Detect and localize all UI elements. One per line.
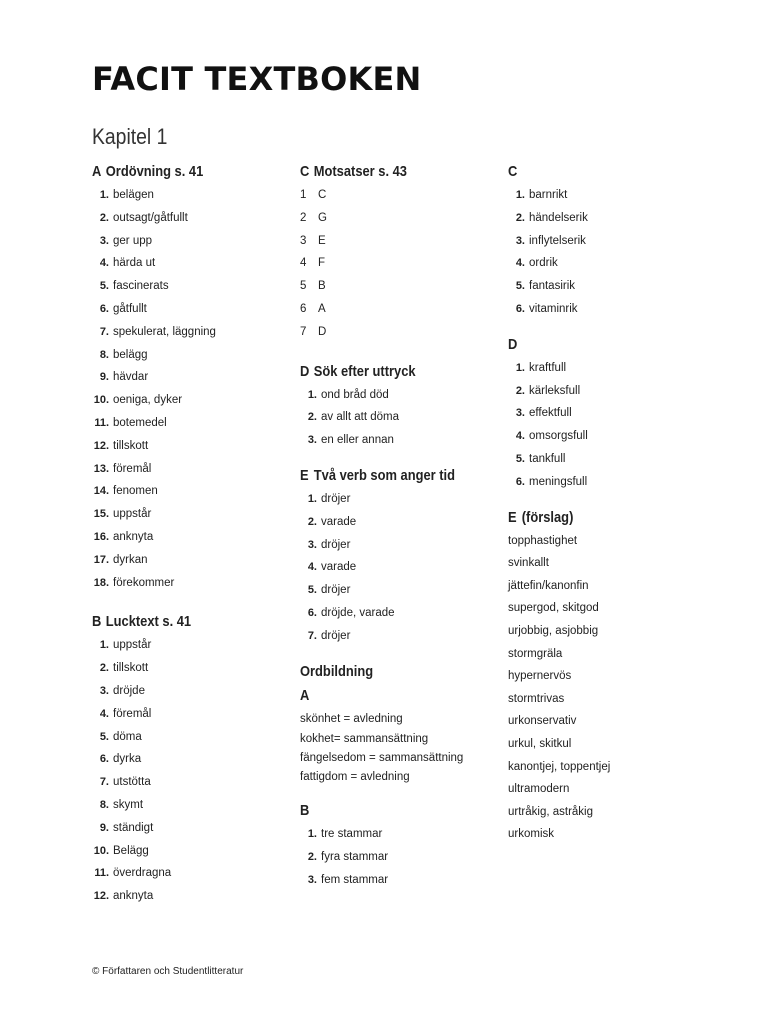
item-number: 2. — [307, 515, 317, 528]
answer-list — [300, 184, 500, 344]
list-item — [300, 823, 500, 846]
item-text: tillskott — [113, 662, 149, 675]
page-title: FACIT TEXTBOKEN — [92, 60, 422, 98]
section-heading: B Lucktext s. 41 — [92, 613, 192, 631]
section-ordbildning — [300, 660, 500, 892]
item-text: härda ut — [113, 257, 156, 270]
list-item — [508, 357, 708, 380]
section-heading: A Ordövning s. 41 — [92, 163, 204, 180]
list-item: urtråkig, astråkig — [508, 805, 594, 818]
item-number: 6. — [99, 302, 109, 315]
item-number: 7. — [99, 325, 109, 338]
item-text: fantasirik — [529, 280, 576, 293]
item-number: 10. — [93, 394, 109, 407]
list-item — [92, 703, 292, 726]
ordbildning-a-line: fattigdom = avledning — [300, 771, 410, 784]
list-item — [92, 252, 292, 275]
list-item — [92, 344, 292, 367]
list-item — [92, 657, 292, 680]
item-number: 3. — [99, 684, 109, 697]
item-number: 4. — [515, 257, 525, 270]
item-number: 13. — [93, 462, 109, 475]
item-text: dröjer — [321, 492, 351, 505]
list-item — [300, 869, 500, 892]
list-item — [92, 458, 292, 481]
list-item — [508, 184, 708, 207]
subsection-heading-b: B — [300, 802, 310, 820]
section-heading: Ordbildning — [300, 662, 374, 680]
section-d-full — [508, 333, 708, 494]
section-e-forslag — [508, 506, 708, 846]
list-item — [92, 526, 292, 549]
item-text: fyra stammar — [321, 850, 389, 863]
section-c-rik — [508, 160, 708, 321]
item-number: 1. — [515, 361, 525, 374]
item-text: E — [318, 234, 326, 247]
list-item — [92, 480, 292, 503]
list-item — [508, 380, 708, 403]
item-text: A — [318, 302, 326, 315]
item-text: dröjde, varade — [321, 606, 395, 619]
item-number: 3 — [300, 234, 307, 247]
item-text: kärleksfull — [529, 384, 581, 397]
item-text: fem stammar — [321, 873, 389, 886]
list-item — [92, 726, 292, 749]
item-text: F — [318, 257, 326, 270]
item-number: 2. — [307, 411, 317, 424]
list-item — [508, 448, 708, 471]
list-item — [92, 298, 292, 321]
list-item — [92, 794, 292, 817]
item-number: 3. — [307, 538, 317, 551]
item-text: omsorgsfull — [529, 430, 588, 443]
item-number: 8. — [99, 798, 109, 811]
list-item: hypernervös — [508, 670, 572, 683]
list-item — [92, 862, 292, 885]
list-item: topphastighet — [508, 534, 578, 547]
list-item — [92, 885, 292, 908]
list-item — [300, 321, 500, 344]
item-text: ordrik — [529, 257, 558, 270]
item-number: 2. — [515, 211, 525, 224]
item-number: 5. — [515, 280, 525, 293]
item-text: en eller annan — [321, 434, 394, 447]
item-text: fenomen — [113, 485, 158, 498]
item-text: uppstår — [113, 639, 152, 652]
item-number: 1. — [515, 189, 525, 201]
list-item — [92, 207, 292, 230]
item-text: varade — [321, 561, 357, 574]
item-text: anknyta — [113, 890, 154, 903]
answer-list — [508, 357, 708, 494]
item-text: D — [318, 325, 327, 338]
list-item — [92, 840, 292, 863]
list-item — [300, 488, 500, 511]
item-number: 4. — [307, 561, 317, 574]
list-item — [92, 230, 292, 253]
item-number: 2. — [99, 662, 109, 675]
item-text: dröjde — [113, 684, 145, 697]
list-item — [300, 384, 500, 407]
column-3 — [508, 160, 708, 846]
list-item — [300, 252, 500, 275]
list-item — [92, 412, 292, 435]
list-item — [300, 207, 500, 230]
item-text: C — [318, 189, 327, 201]
item-number: 3. — [515, 234, 525, 247]
answer-list — [92, 634, 292, 908]
section-heading: E (förslag) — [508, 508, 574, 526]
list-item: urkonservativ — [508, 715, 577, 728]
answer-list — [300, 384, 500, 452]
item-number: 1. — [99, 639, 109, 652]
list-item — [92, 549, 292, 572]
item-number: 1 — [300, 189, 307, 201]
item-number: 8. — [99, 348, 109, 361]
item-number: 3. — [307, 434, 317, 447]
list-item — [300, 406, 500, 429]
list-item — [92, 184, 292, 207]
list-item — [300, 625, 500, 648]
item-text: Belägg — [113, 844, 149, 857]
list-item — [300, 556, 500, 579]
section-heading: C — [508, 163, 518, 180]
list-item — [92, 572, 292, 595]
item-text: förekommer — [113, 576, 175, 589]
item-text: utstötta — [113, 776, 151, 789]
item-number: 4 — [300, 257, 307, 270]
item-text: varade — [321, 515, 357, 528]
item-number: 1. — [307, 492, 317, 505]
item-text: dyrkan — [113, 553, 148, 566]
item-number: 5. — [99, 730, 109, 743]
list-item — [300, 184, 500, 207]
answer-list — [300, 823, 500, 891]
list-item — [92, 817, 292, 840]
item-text: meningsfull — [529, 475, 588, 488]
section-d-uttryck — [300, 360, 500, 452]
list-item — [300, 534, 500, 557]
item-text: tillskott — [113, 439, 149, 452]
item-text: skymt — [113, 798, 144, 811]
item-number: 6. — [307, 606, 317, 619]
item-text: fascinerats — [113, 280, 169, 293]
section-heading: E Två verb som anger tid — [300, 466, 455, 484]
section-e-verb — [300, 464, 500, 648]
list-item: kanontjej, toppentjej — [508, 760, 611, 773]
list-item — [300, 429, 500, 452]
list-item: svinkallt — [508, 557, 549, 570]
answer-list — [92, 184, 292, 594]
item-text: föremål — [113, 462, 152, 475]
item-number: 1. — [307, 388, 317, 401]
answer-list — [508, 184, 708, 321]
item-text: vitaminrik — [529, 302, 578, 315]
list-item — [92, 366, 292, 389]
list-item — [300, 230, 500, 253]
item-text: döma — [113, 730, 142, 743]
item-number: 4. — [515, 430, 525, 443]
subsection-heading-a: A — [300, 686, 310, 704]
item-number: 3. — [307, 873, 317, 886]
item-number: 9. — [99, 821, 109, 834]
item-number: 3. — [99, 234, 109, 247]
list-item: urjobbig, asjobbig — [508, 624, 599, 637]
item-number: 5. — [307, 584, 317, 597]
item-text: barnrikt — [529, 189, 568, 201]
item-text: dröjer — [321, 538, 351, 551]
item-text: belägg — [113, 348, 148, 361]
list-item: stormgräla — [508, 647, 563, 660]
item-text: B — [318, 280, 326, 293]
list-item: urkomisk — [508, 828, 555, 841]
item-number: 1. — [307, 828, 317, 841]
item-text: dröjer — [321, 584, 351, 597]
item-number: 14. — [93, 485, 109, 498]
list-item: supergod, skitgod — [508, 602, 599, 615]
item-text: tre stammar — [321, 828, 383, 841]
list-item — [92, 321, 292, 344]
item-text: tankfull — [529, 452, 566, 465]
item-number: 4. — [99, 707, 109, 720]
item-number: 6. — [515, 475, 525, 488]
section-c-motsatser — [300, 160, 500, 344]
list-item — [92, 275, 292, 298]
item-text: ständigt — [113, 821, 154, 834]
item-text: händelserik — [529, 211, 588, 224]
section-a-ordovning — [92, 160, 292, 594]
list-item — [508, 230, 708, 253]
answer-list — [300, 488, 500, 648]
item-number: 5. — [99, 280, 109, 293]
list-item — [508, 471, 708, 494]
footer-copyright: © Författaren och Studentlitteratur — [92, 966, 244, 977]
item-number: 12. — [93, 890, 109, 903]
list-item: ultramodern — [508, 783, 570, 796]
list-item — [92, 634, 292, 657]
item-number: 17. — [93, 553, 109, 566]
column-2 — [300, 160, 500, 892]
item-number: 11. — [94, 867, 109, 880]
list-item — [508, 298, 708, 321]
item-text: G — [318, 211, 327, 224]
ordbildning-a-line: kokhet= sammansättning — [300, 733, 429, 746]
list-item — [300, 846, 500, 869]
item-text: inflytelserik — [529, 234, 586, 247]
list-item — [508, 275, 708, 298]
item-number: 4. — [99, 257, 109, 270]
section-heading: D — [508, 335, 518, 353]
item-text: oeniga, dyker — [113, 394, 183, 407]
item-text: effektfull — [529, 407, 572, 420]
item-number: 9. — [99, 371, 109, 384]
list-item — [92, 680, 292, 703]
item-number: 5. — [515, 452, 525, 465]
item-text: gåtfullt — [113, 302, 147, 315]
item-number: 3. — [515, 407, 525, 420]
item-number: 6. — [515, 302, 525, 315]
item-number: 6. — [99, 753, 109, 766]
list-item — [508, 425, 708, 448]
item-number: 16. — [93, 530, 109, 543]
item-number: 6 — [300, 302, 307, 315]
item-number: 11. — [94, 416, 109, 429]
item-text: uppstår — [113, 508, 152, 521]
item-number: 18. — [93, 576, 109, 589]
list-item — [92, 435, 292, 458]
list-item — [92, 503, 292, 526]
list-item — [508, 207, 708, 230]
item-text: av allt att döma — [321, 411, 399, 424]
item-number: 10. — [93, 844, 109, 857]
item-text: belägen — [113, 189, 154, 201]
list-item — [300, 298, 500, 321]
list-item — [92, 389, 292, 412]
word-list — [508, 530, 708, 846]
section-heading: C Motsatser s. 43 — [300, 163, 407, 180]
item-text: hävdar — [113, 371, 149, 384]
item-text: dröjer — [321, 629, 351, 642]
list-item — [508, 402, 708, 425]
item-number: 2 — [300, 211, 307, 224]
item-text: kraftfull — [529, 361, 567, 374]
item-number: 2. — [99, 211, 109, 224]
list-item: urkul, skitkul — [508, 737, 572, 750]
list-item — [300, 602, 500, 625]
ordbildning-a-line: skönhet = avledning — [300, 712, 403, 725]
list-item — [92, 748, 292, 771]
chapter-title: Kapitel 1 — [92, 124, 168, 149]
item-number: 5 — [300, 280, 307, 293]
list-item — [300, 275, 500, 298]
item-text: outsagt/gåtfullt — [113, 211, 188, 224]
list-item — [508, 252, 708, 275]
column-1 — [92, 160, 292, 908]
item-number: 7. — [307, 629, 317, 642]
item-text: botemedel — [113, 416, 167, 429]
section-b-lucktext — [92, 610, 292, 908]
section-heading: D Sök efter uttryck — [300, 362, 416, 380]
item-text: föremål — [113, 707, 152, 720]
item-number: 2. — [307, 850, 317, 863]
item-number: 1. — [99, 189, 109, 201]
ordbildning-a-line: fängelsedom = sammansättning — [300, 752, 464, 765]
item-text: överdragna — [113, 867, 172, 880]
list-item — [92, 771, 292, 794]
list-item: jättefin/kanonfin — [508, 579, 589, 592]
item-text: spekulerat, läggning — [113, 325, 216, 338]
item-number: 12. — [93, 439, 109, 452]
item-text: ond bråd död — [321, 388, 389, 401]
list-item: stormtrivas — [508, 692, 565, 705]
item-number: 7 — [300, 325, 307, 338]
item-number: 7. — [99, 776, 109, 789]
item-number: 15. — [93, 508, 109, 521]
item-number: 2. — [515, 384, 525, 397]
item-text: anknyta — [113, 530, 154, 543]
item-text: dyrka — [113, 753, 142, 766]
list-item — [300, 511, 500, 534]
list-item — [300, 579, 500, 602]
item-text: ger upp — [113, 234, 153, 247]
